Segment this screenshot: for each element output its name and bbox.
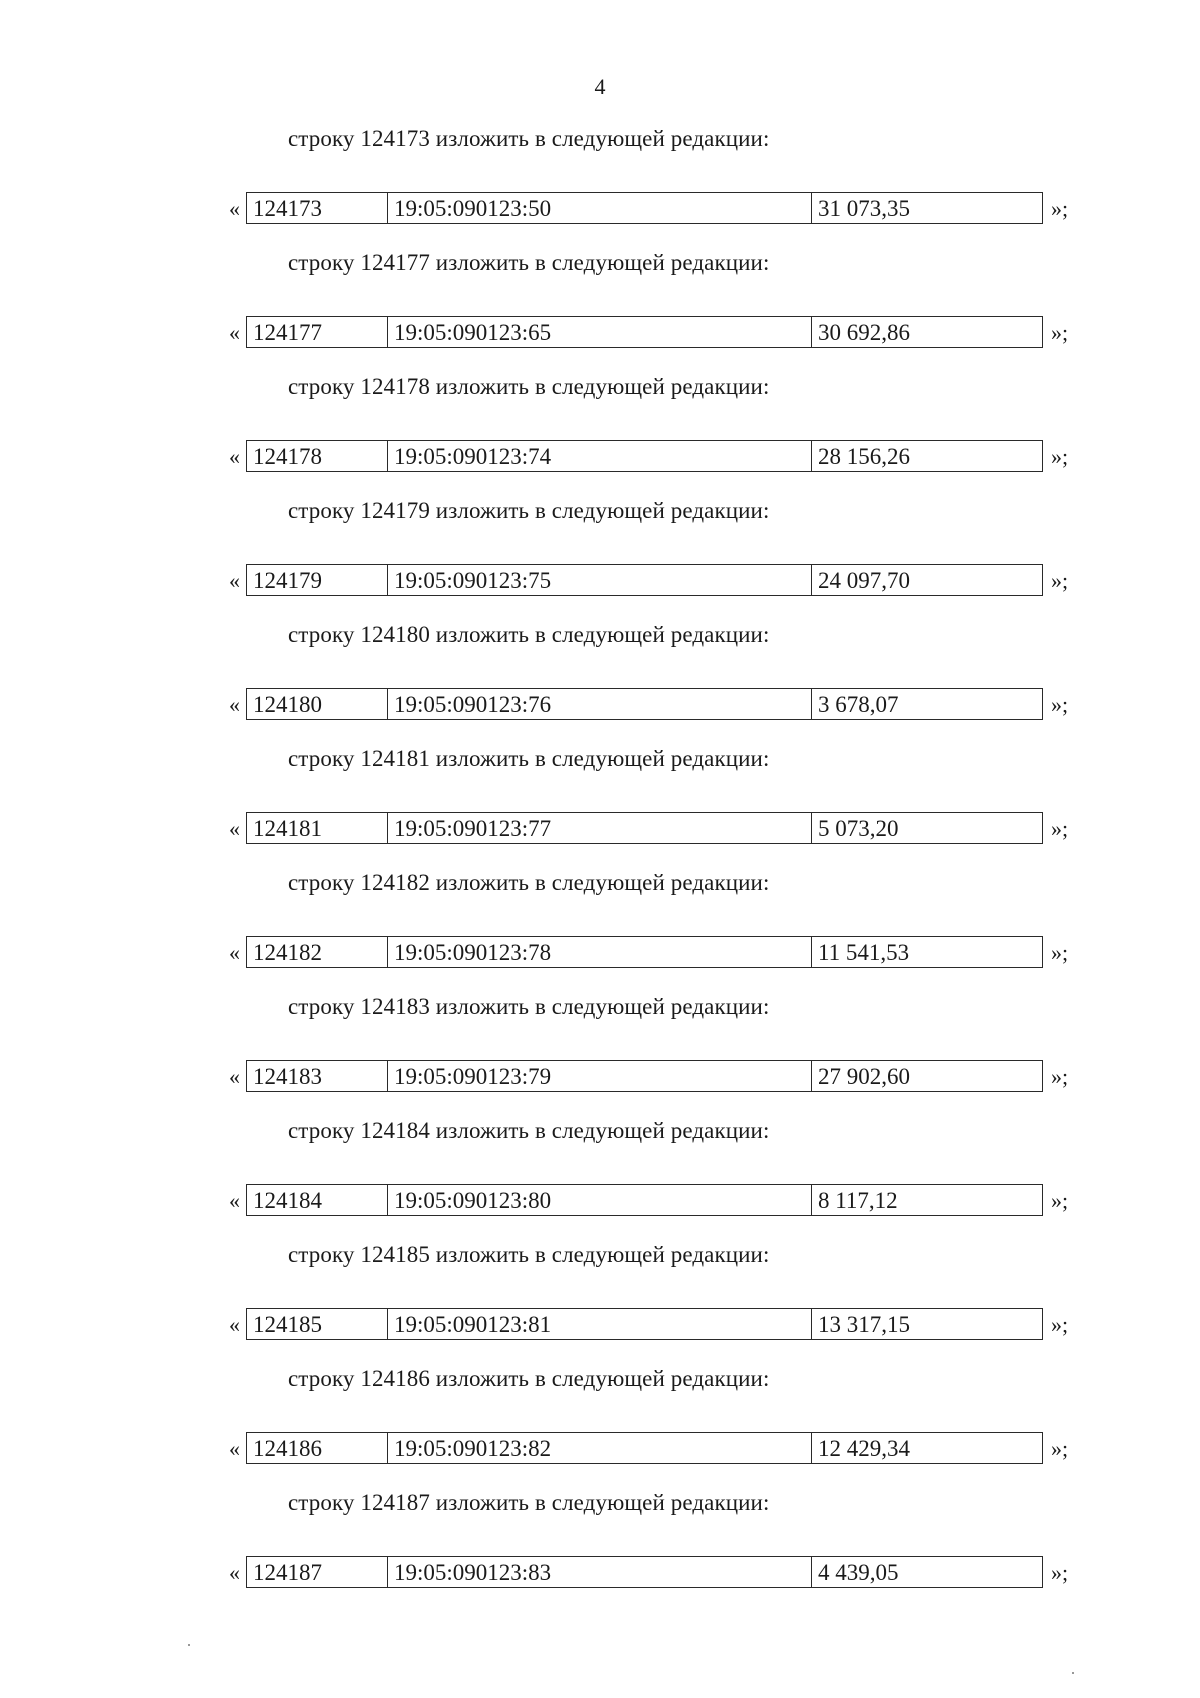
amendment-entry <box>0 372 1200 496</box>
row-number-cell: 124173 <box>247 193 388 223</box>
amendment-instruction: строку 124183 изложить в следующей редакции: <box>288 994 770 1019</box>
table-row <box>246 564 1043 596</box>
amendment-entry <box>0 1488 1200 1612</box>
closing-quote: »; <box>1051 692 1069 717</box>
value-cell: 24 097,70 <box>818 568 910 593</box>
value-cell: 27 902,60 <box>818 1064 910 1089</box>
cadastral-number-cell: 19:05:090123:74 <box>388 441 812 471</box>
amendment-instruction: строку 124181 изложить в следующей редакции: <box>288 746 770 771</box>
table-row <box>246 1556 1043 1588</box>
opening-quote: « <box>229 568 240 593</box>
row-number-cell: 124179 <box>247 565 388 595</box>
cadastral-number-cell: 19:05:090123:65 <box>388 317 812 347</box>
cadastral-number-cell: 19:05:090123:77 <box>388 813 812 843</box>
amendment-instruction: строку 124184 изложить в следующей редакции: <box>288 1118 770 1143</box>
amendment-entry <box>0 1240 1200 1364</box>
amendment-entry <box>0 496 1200 620</box>
value-cell: 8 117,12 <box>818 1188 898 1213</box>
row-number-cell: 124186 <box>247 1433 388 1463</box>
cadastral-number-cell: 19:05:090123:79 <box>388 1061 812 1091</box>
amendment-instruction: строку 124185 изложить в следующей редакции: <box>288 1242 770 1267</box>
amendment-instruction: строку 124180 изложить в следующей редакции: <box>288 622 770 647</box>
value-cell: 11 541,53 <box>818 940 910 965</box>
row-number-cell: 124185 <box>247 1309 388 1339</box>
cadastral-number-cell: 19:05:090123:80 <box>388 1185 812 1215</box>
amendment-entry <box>0 1364 1200 1488</box>
value-cell: 13 317,15 <box>818 1312 910 1337</box>
opening-quote: « <box>229 1560 240 1585</box>
table-row <box>246 1060 1043 1092</box>
opening-quote: « <box>229 444 240 469</box>
value-cell: 4 439,05 <box>818 1560 899 1585</box>
amendment-entry <box>0 1116 1200 1240</box>
cadastral-number-cell: 19:05:090123:75 <box>388 565 812 595</box>
scan-speck <box>188 1644 190 1646</box>
closing-quote: »; <box>1051 1064 1069 1089</box>
table-row <box>246 1184 1043 1216</box>
cadastral-number-cell: 19:05:090123:78 <box>388 937 812 967</box>
row-number-cell: 124180 <box>247 689 388 719</box>
closing-quote: »; <box>1051 1312 1069 1337</box>
closing-quote: »; <box>1051 1560 1069 1585</box>
table-row <box>246 316 1043 348</box>
amendment-entry <box>0 868 1200 992</box>
opening-quote: « <box>229 1064 240 1089</box>
row-number-cell: 124181 <box>247 813 388 843</box>
table-row <box>246 1308 1043 1340</box>
amendment-instruction: строку 124178 изложить в следующей редакции: <box>288 374 770 399</box>
table-row <box>246 688 1043 720</box>
closing-quote: »; <box>1051 444 1069 469</box>
table-row <box>246 192 1043 224</box>
amendment-entry <box>0 248 1200 372</box>
amendment-instruction: строку 124173 изложить в следующей редакции: <box>288 126 770 151</box>
closing-quote: »; <box>1051 1436 1069 1461</box>
opening-quote: « <box>229 1436 240 1461</box>
amendment-instruction: строку 124177 изложить в следующей редакции: <box>288 250 770 275</box>
amendment-instruction: строку 124179 изложить в следующей редакции: <box>288 498 770 523</box>
amendment-entry <box>0 620 1200 744</box>
value-cell: 30 692,86 <box>818 320 910 345</box>
value-cell: 3 678,07 <box>818 692 899 717</box>
value-cell: 31 073,35 <box>818 196 910 221</box>
page-number: 4 <box>594 74 606 99</box>
row-number-cell: 124187 <box>247 1557 388 1587</box>
table-row <box>246 936 1043 968</box>
opening-quote: « <box>229 940 240 965</box>
closing-quote: »; <box>1051 320 1069 345</box>
amendment-list <box>0 124 1200 1612</box>
opening-quote: « <box>229 1188 240 1213</box>
row-number-cell: 124182 <box>247 937 388 967</box>
table-row <box>246 1432 1043 1464</box>
row-number-cell: 124184 <box>247 1185 388 1215</box>
amendment-entry <box>0 744 1200 868</box>
opening-quote: « <box>229 320 240 345</box>
amendment-entry <box>0 992 1200 1116</box>
value-cell: 12 429,34 <box>818 1436 910 1461</box>
opening-quote: « <box>229 692 240 717</box>
amendment-entry <box>0 124 1200 248</box>
closing-quote: »; <box>1051 196 1069 221</box>
closing-quote: »; <box>1051 940 1069 965</box>
amendment-instruction: строку 124187 изложить в следующей редакции: <box>288 1490 770 1515</box>
row-number-cell: 124183 <box>247 1061 388 1091</box>
amendment-instruction: строку 124186 изложить в следующей редакции: <box>288 1366 770 1391</box>
opening-quote: « <box>229 196 240 221</box>
table-row <box>246 812 1043 844</box>
row-number-cell: 124177 <box>247 317 388 347</box>
value-cell: 28 156,26 <box>818 444 910 469</box>
cadastral-number-cell: 19:05:090123:50 <box>388 193 812 223</box>
cadastral-number-cell: 19:05:090123:76 <box>388 689 812 719</box>
cadastral-number-cell: 19:05:090123:83 <box>388 1557 812 1587</box>
opening-quote: « <box>229 816 240 841</box>
table-row <box>246 440 1043 472</box>
cadastral-number-cell: 19:05:090123:81 <box>388 1309 812 1339</box>
amendment-instruction: строку 124182 изложить в следующей редакции: <box>288 870 770 895</box>
closing-quote: »; <box>1051 816 1069 841</box>
row-number-cell: 124178 <box>247 441 388 471</box>
scan-speck <box>1072 1672 1074 1674</box>
opening-quote: « <box>229 1312 240 1337</box>
value-cell: 5 073,20 <box>818 816 899 841</box>
closing-quote: »; <box>1051 568 1069 593</box>
closing-quote: »; <box>1051 1188 1069 1213</box>
cadastral-number-cell: 19:05:090123:82 <box>388 1433 812 1463</box>
